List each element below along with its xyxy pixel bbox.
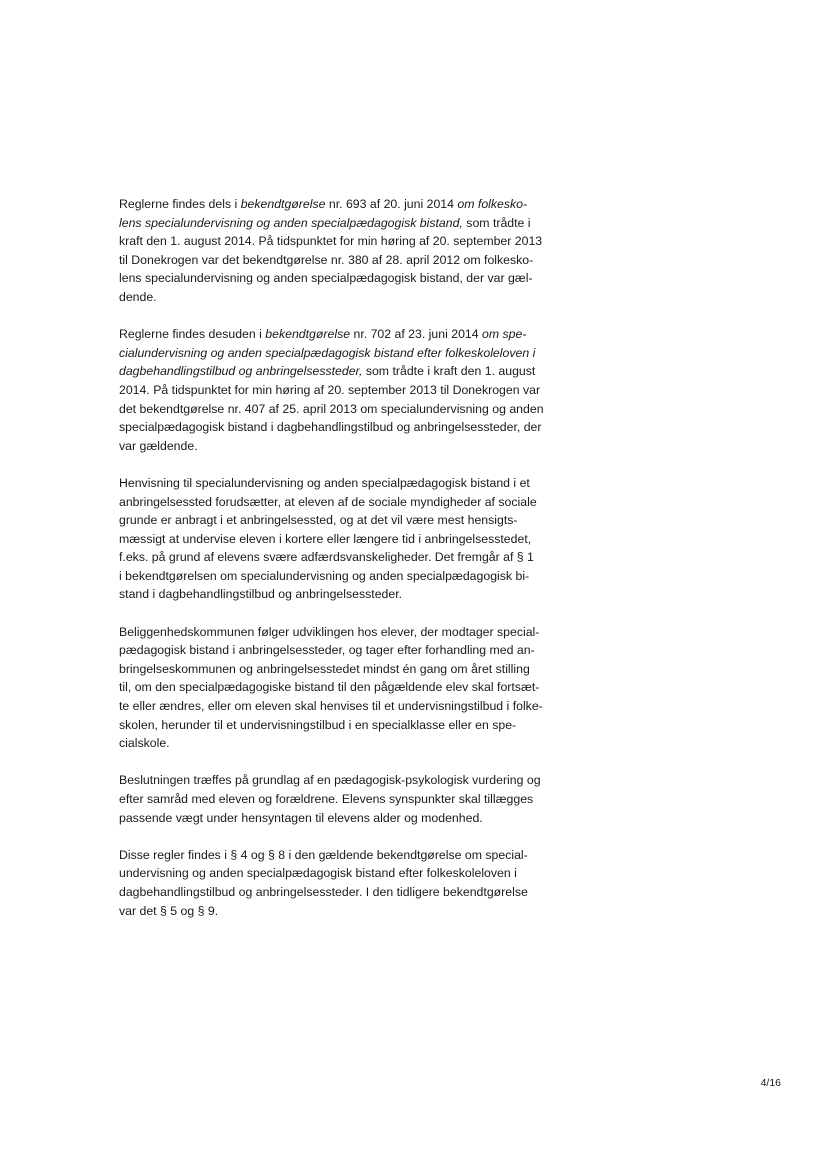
text-line [119, 809, 589, 828]
text-segment: lens specialundervisning og anden specialpædagogisk bistand, der var gæl- [119, 271, 533, 286]
text-segment: specialpædagogisk bistand i dagbehandlingstilbud og anbringelsessteder, der [119, 420, 542, 435]
text-line [119, 883, 589, 902]
text-line [119, 288, 589, 307]
italic-text: bekendtgørelse [240, 197, 326, 211]
text-line [119, 771, 589, 790]
text-segment: nr. 693 af 20. juni 2014 [325, 197, 458, 211]
text-line [119, 548, 589, 567]
text-line [119, 362, 589, 381]
text-segment: Beliggenhedskommunen følger udviklingen hos elever, der modtager special- [119, 624, 540, 639]
text-segment: Beslutningen træffes på grundlag af en pædagogisk-psykologisk vurdering og [119, 773, 541, 788]
text-segment: cialskole. [119, 736, 170, 751]
text-segment: undervisning og anden specialpædagogisk bistand efter folkeskoleloven i [119, 866, 517, 881]
text-line [119, 214, 589, 233]
text-line [119, 623, 589, 642]
text-line [119, 734, 589, 753]
text-line [119, 641, 589, 660]
text-line [119, 511, 589, 530]
text-line [119, 195, 589, 214]
text-segment: pædagogisk bistand i anbringelsessteder, og tager efter forhandling med an- [119, 643, 535, 658]
text-segment: f.eks. på grund af elevens svære adfærdsvanskeligheder. Det fremgår af § 1 [119, 550, 534, 565]
text-segment: Reglerne findes desuden i [119, 327, 266, 342]
text-line [119, 437, 589, 456]
text-segment: grunde er anbragt i et anbringelsessted, og at det vil være mest hensigts- [119, 513, 518, 528]
italic-text: dagbehandlingstilbud og anbringelsessteder, [119, 364, 363, 379]
italic-text: om folkesko- [457, 197, 528, 211]
text-segment: skolen, herunder til et undervisningstilbud i en specialklasse eller en spe- [119, 717, 517, 732]
italic-text: lens specialundervisning og anden specialpædagogisk bistand, [119, 215, 463, 230]
text-line [119, 660, 589, 679]
text-segment: var gældende. [119, 438, 198, 453]
text-line [119, 790, 589, 809]
text-segment: Reglerne findes dels i [119, 197, 241, 211]
italic-text: bekendtgørelse [265, 327, 351, 342]
text-line [119, 697, 589, 716]
text-segment: til Donekrogen var det bekendtgørelse nr. 380 af 28. april 2012 om folkesko- [119, 252, 534, 267]
text-segment: i bekendtgørelsen om specialundervisning og anden specialpædagogisk bi- [119, 568, 530, 583]
text-line [119, 344, 589, 363]
body-text [119, 195, 589, 939]
text-segment: te eller ændres, eller om eleven skal henvises til et undervisningstilbud i folke- [119, 699, 543, 714]
page-number: 4/16 [760, 1077, 781, 1089]
italic-text: om spe- [482, 327, 527, 342]
text-line [119, 530, 589, 549]
text-line [119, 493, 589, 512]
text-segment: Henvisning til specialundervisning og anden specialpædagogisk bistand i et [119, 475, 530, 490]
paragraph-4 [119, 623, 589, 753]
text-line [119, 846, 589, 865]
text-line [119, 864, 589, 883]
text-segment: var det § 5 og § 9. [119, 903, 219, 918]
text-line [119, 325, 589, 344]
text-line [119, 381, 589, 400]
text-line [119, 902, 589, 921]
italic-text: cialundervisning og anden specialpædagogisk bistand efter folkeskoleloven i [119, 345, 536, 360]
text-segment: nr. 702 af 23. juni 2014 [350, 327, 483, 342]
text-segment: som trådte i kraft den 1. august [362, 364, 536, 379]
text-segment: dagbehandlingstilbud og anbringelsessteder. I den tidligere bekendtgørelse [119, 884, 528, 899]
text-line [119, 585, 589, 604]
text-segment: efter samråd med eleven og forældrene. Elevens synspunkter skal tillægges [119, 792, 534, 806]
text-line [119, 269, 589, 288]
text-segment: kraft den 1. august 2014. På tidspunktet for min høring af 20. september 2013 [119, 234, 543, 249]
text-segment: det bekendtgørelse nr. 407 af 25. april 2013 om specialundervisning og anden [119, 401, 544, 416]
paragraph-6 [119, 846, 589, 920]
text-segment: 2014. På tidspunktet for min høring af 20. september 2013 til Donekrogen var [119, 382, 541, 397]
text-line [119, 716, 589, 735]
text-line [119, 678, 589, 697]
text-segment: anbringelsessted forudsætter, at eleven af de sociale myndigheder af sociale [119, 494, 537, 509]
text-line [119, 474, 589, 493]
text-segment: til, om den specialpædagogiske bistand til den pågældende elev skal fortsæt- [119, 680, 540, 695]
paragraph-3 [119, 474, 589, 604]
text-line [119, 251, 589, 270]
text-segment: stand i dagbehandlingstilbud og anbringelsessteder. [119, 587, 403, 602]
text-segment: passende vægt under hensyntagen til elevens alder og modenhed. [119, 810, 483, 825]
text-line [119, 567, 589, 586]
text-segment: Disse regler findes i § 4 og § 8 i den gældende bekendtgørelse om special- [119, 847, 528, 862]
paragraph-1 [119, 195, 589, 307]
paragraph-5 [119, 771, 589, 827]
text-segment: mæssigt at undervise eleven i kortere eller længere tid i anbringelsesstedet, [119, 531, 532, 546]
text-segment: bringelseskommunen og anbringelsesstedet mindst én gang om året stilling [119, 661, 530, 676]
paragraph-2 [119, 325, 589, 455]
text-segment: dende. [119, 289, 157, 304]
text-line [119, 418, 589, 437]
text-line [119, 400, 589, 419]
text-segment: som trådte i [462, 215, 531, 230]
text-line [119, 232, 589, 251]
